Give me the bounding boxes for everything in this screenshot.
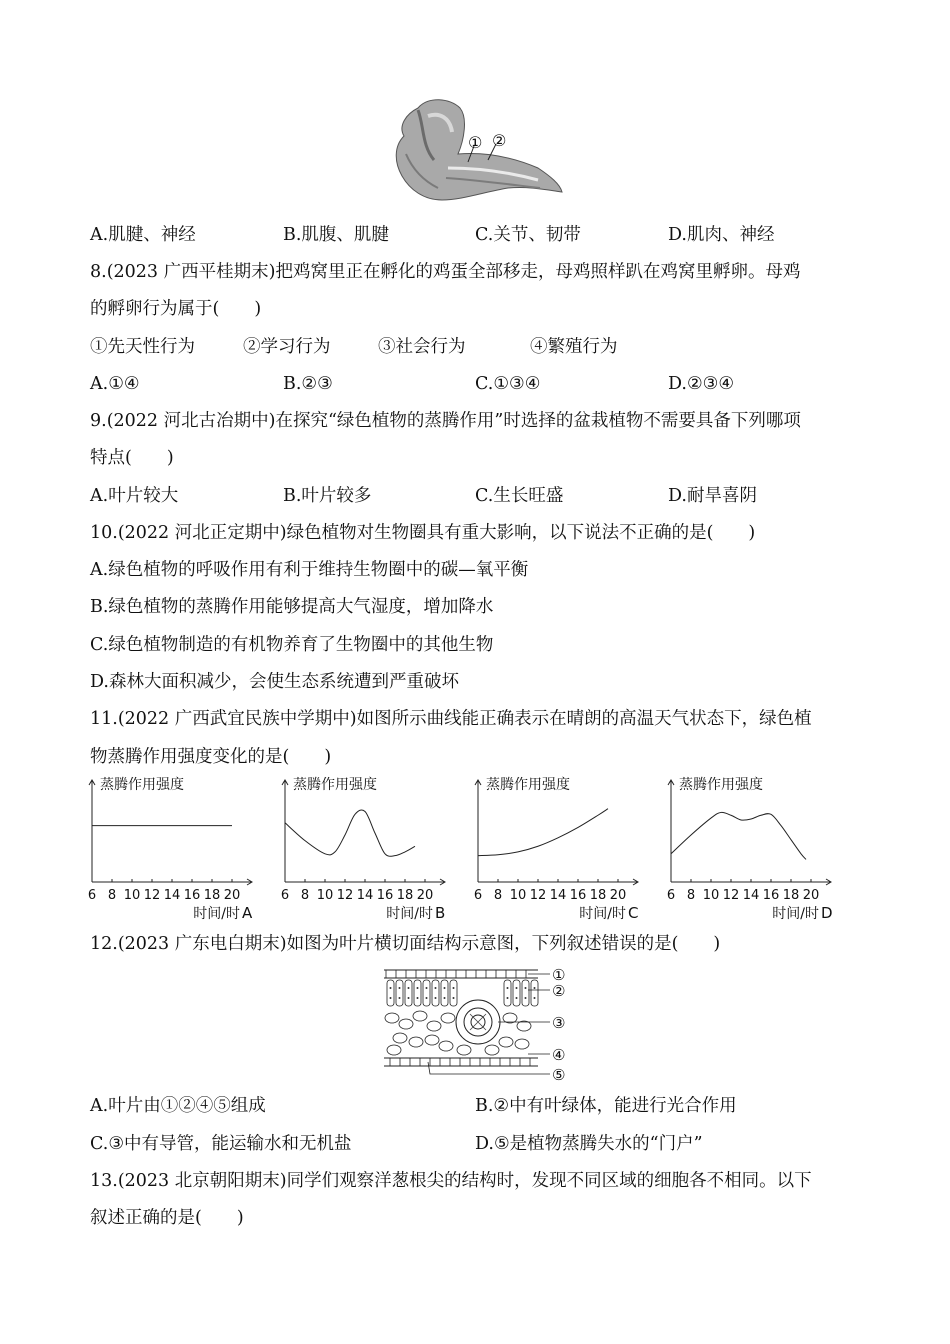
- q8-option-b: B.②③: [283, 374, 333, 394]
- spongy-cell: [457, 1045, 471, 1055]
- q11-stem-line2: 物蒸腾作用强度变化的是( ): [90, 747, 332, 767]
- chart-d-tick-label: 16: [762, 888, 780, 903]
- chart-b-tick-label: 10: [316, 888, 334, 903]
- chart-d-tick-label: 14: [742, 888, 760, 903]
- chart-c-curve: [478, 809, 608, 856]
- chart-b-tick-label: 12: [336, 888, 354, 903]
- chloroplast-dot: [507, 987, 509, 989]
- leaf-label-3: ③: [552, 1014, 566, 1032]
- q8-stem-line1: 8.(2023 广西平桂期末)把鸡窝里正在孵化的鸡蛋全部移走，母鸡照样趴在鸡窝里孵卵。母鸡: [90, 262, 801, 282]
- chart-b-xlabel: 时间/时: [386, 906, 433, 922]
- chart-a-tick-label: 20: [223, 888, 241, 903]
- palisade-cell: [441, 980, 448, 1006]
- palisade-cell: [396, 980, 403, 1006]
- q12-option-a: A.叶片由①②④⑤组成: [90, 1096, 266, 1116]
- chloroplast-dot: [408, 987, 410, 989]
- spongy-cell: [441, 1013, 455, 1023]
- q9-option-d: D.耐旱喜阴: [668, 486, 757, 506]
- leaf-label-1: ①: [552, 966, 566, 984]
- q10-stem: 10.(2022 河北正定期中)绿色植物对生物圈具有重大影响，以下说法不正确的是( ): [90, 523, 756, 543]
- chloroplast-dot: [525, 987, 527, 989]
- q10-option-a: A.绿色植物的呼吸作用有利于维持生物圈中的碳—氧平衡: [90, 560, 529, 580]
- q8-item-2: ②学习行为: [243, 337, 331, 357]
- chloroplast-dot: [390, 987, 392, 989]
- chloroplast-dot: [525, 997, 527, 999]
- spongy-cell: [515, 1039, 529, 1049]
- chloroplast-dot: [426, 987, 428, 989]
- chloroplast-dot: [399, 997, 401, 999]
- chart-a-tick-label: 18: [203, 888, 221, 903]
- q9-option-c: C.生长旺盛: [475, 486, 564, 506]
- spongy-cell: [387, 1045, 401, 1055]
- chart-d-tick-label: 10: [702, 888, 720, 903]
- q8-option-d: D.②③④: [668, 374, 735, 394]
- q12-option-d: D.⑤是植物蒸腾失水的“门户”: [475, 1134, 703, 1154]
- chart-d-tick-label: 20: [802, 888, 820, 903]
- palisade-cell: [513, 980, 520, 1006]
- palisade-cell: [531, 980, 538, 1006]
- spongy-cell: [399, 1019, 413, 1029]
- chloroplast-dot: [534, 987, 536, 989]
- chart-c-xlabel: 时间/时: [579, 906, 626, 922]
- q9-option-b: B.叶片较多: [283, 486, 372, 506]
- spongy-cell: [517, 1021, 531, 1031]
- chart-c-tick-label: 6: [473, 888, 483, 903]
- spongy-cell: [385, 1013, 399, 1023]
- spongy-cell: [499, 1037, 513, 1047]
- q8-item-3: ③社会行为: [378, 337, 466, 357]
- q8-option-a: A.①④: [90, 374, 140, 394]
- chart-d-ylabel: 蒸腾作用强度: [679, 777, 763, 793]
- q8-stem-line2: 的孵卵行为属于( ): [90, 299, 262, 319]
- chloroplast-dot: [444, 997, 446, 999]
- chart-b-tick-label: 6: [280, 888, 290, 903]
- q13-stem-line1: 13.(2023 北京朝阳期末)同学们观察洋葱根尖的结构时，发现不同区域的细胞各不相同。以下: [90, 1171, 812, 1191]
- chloroplast-dot: [426, 997, 428, 999]
- chart-a-tick-label: 10: [123, 888, 141, 903]
- transpiration-charts: [80, 770, 860, 922]
- palisade-cell: [414, 980, 421, 1006]
- q8-item-1: ①先天性行为: [90, 337, 195, 357]
- q7-option-b: B.肌腹、肌腱: [283, 225, 389, 245]
- spongy-cell: [413, 1011, 427, 1021]
- spongy-cell: [409, 1037, 423, 1047]
- chart-a-ylabel: 蒸腾作用强度: [100, 777, 184, 793]
- palisade-cell: [504, 980, 511, 1006]
- q8-item-4: ④繁殖行为: [530, 337, 618, 357]
- chloroplast-dot: [516, 997, 518, 999]
- q13-stem-line2: 叙述正确的是( ): [90, 1208, 244, 1228]
- chart-b-ylabel: 蒸腾作用强度: [293, 777, 377, 793]
- chloroplast-dot: [507, 997, 509, 999]
- q12-option-b: B.②中有叶绿体，能进行光合作用: [475, 1096, 737, 1116]
- muscle-figure: [388, 96, 564, 206]
- q12-stem: 12.(2023 广东电白期末)如图为叶片横切面结构示意图，下列叙述错误的是( ): [90, 934, 721, 954]
- spongy-cell: [439, 1041, 453, 1051]
- q11-stem-line1: 11.(2022 广西武宜民族中学期中)如图所示曲线能正确表示在晴朗的高温天气状态下，绿色植: [90, 709, 812, 729]
- chart-b-tick-label: 20: [416, 888, 434, 903]
- chart-d-panel-label: D: [821, 904, 833, 922]
- spongy-cell: [485, 1045, 499, 1055]
- chart-d-tick-label: 12: [722, 888, 740, 903]
- q12-option-c: C.③中有导管，能运输水和无机盐: [90, 1134, 352, 1154]
- chloroplast-dot: [417, 997, 419, 999]
- chart-d-curve: [671, 812, 806, 859]
- palisade-cell: [522, 980, 529, 1006]
- chloroplast-dot: [435, 987, 437, 989]
- chart-d-tick-label: 8: [686, 888, 696, 903]
- chart-c-tick-label: 16: [569, 888, 587, 903]
- q9-stem-line1: 9.(2022 河北古冶期中)在探究“绿色植物的蒸腾作用”时选择的盆栽植物不需要具备下列哪项: [90, 411, 801, 431]
- chart-c-tick-label: 10: [509, 888, 527, 903]
- palisade-cell: [432, 980, 439, 1006]
- leaf-label-4: ④: [552, 1046, 566, 1064]
- q7-option-a: A.肌腱、神经: [90, 225, 196, 245]
- chart-b-tick-label: 18: [396, 888, 414, 903]
- chart-b-tick-label: 16: [376, 888, 394, 903]
- chart-c-tick-label: 14: [549, 888, 567, 903]
- chloroplast-dot: [435, 997, 437, 999]
- spongy-cell: [427, 1021, 441, 1031]
- q10-option-c: C.绿色植物制造的有机物养育了生物圈中的其他生物: [90, 635, 494, 655]
- q7-option-d: D.肌肉、神经: [668, 225, 775, 245]
- chloroplast-dot: [453, 987, 455, 989]
- leaf-label-5: ⑤: [552, 1066, 566, 1084]
- chart-a-tick-label: 16: [183, 888, 201, 903]
- muscle-marker-2: ②: [492, 131, 507, 150]
- leaf-cross-section-figure: [378, 962, 578, 1086]
- chart-d-tick-label: 6: [666, 888, 676, 903]
- palisade-cell: [405, 980, 412, 1006]
- chart-a-tick-label: 8: [107, 888, 117, 903]
- palisade-cell: [423, 980, 430, 1006]
- q10-option-b: B.绿色植物的蒸腾作用能够提高大气湿度，增加降水: [90, 597, 494, 617]
- chart-c-tick-label: 12: [529, 888, 547, 903]
- q8-option-c: C.①③④: [475, 374, 541, 394]
- chloroplast-dot: [516, 987, 518, 989]
- chloroplast-dot: [453, 997, 455, 999]
- q7-option-c: C.关节、韧带: [475, 225, 581, 245]
- chart-b-tick-label: 8: [300, 888, 310, 903]
- chart-c-tick-label: 8: [493, 888, 503, 903]
- chart-c-tick-label: 20: [609, 888, 627, 903]
- chart-c-ylabel: 蒸腾作用强度: [486, 777, 570, 793]
- chart-a-xlabel: 时间/时: [193, 906, 240, 922]
- chart-b-panel-label: B: [435, 904, 446, 922]
- q9-option-a: A.叶片较大: [90, 486, 179, 506]
- palisade-cell: [387, 980, 394, 1006]
- muscle-marker-1: ①: [468, 133, 483, 152]
- chloroplast-dot: [417, 987, 419, 989]
- chart-c-panel-label: C: [628, 904, 639, 922]
- q10-option-d: D.森林大面积减少，会使生态系统遭到严重破坏: [90, 672, 459, 692]
- leaf-label-2: ②: [552, 982, 566, 1000]
- q9-stem-line2: 特点( ): [90, 448, 174, 468]
- chloroplast-dot: [390, 997, 392, 999]
- spongy-cell: [393, 1033, 407, 1043]
- chart-d-tick-label: 18: [782, 888, 800, 903]
- spongy-cell: [425, 1035, 439, 1045]
- spongy-cell: [503, 1013, 517, 1023]
- chart-d-xlabel: 时间/时: [772, 906, 819, 922]
- chloroplast-dot: [399, 987, 401, 989]
- chart-c-tick-label: 18: [589, 888, 607, 903]
- chloroplast-dot: [534, 997, 536, 999]
- chart-b-curve: [285, 810, 415, 856]
- chloroplast-dot: [408, 997, 410, 999]
- chart-a-tick-label: 12: [143, 888, 161, 903]
- chloroplast-dot: [444, 987, 446, 989]
- chart-a-panel-label: A: [242, 904, 253, 922]
- chart-a-tick-label: 6: [87, 888, 97, 903]
- chart-a-tick-label: 14: [163, 888, 181, 903]
- palisade-cell: [450, 980, 457, 1006]
- chart-b-tick-label: 14: [356, 888, 374, 903]
